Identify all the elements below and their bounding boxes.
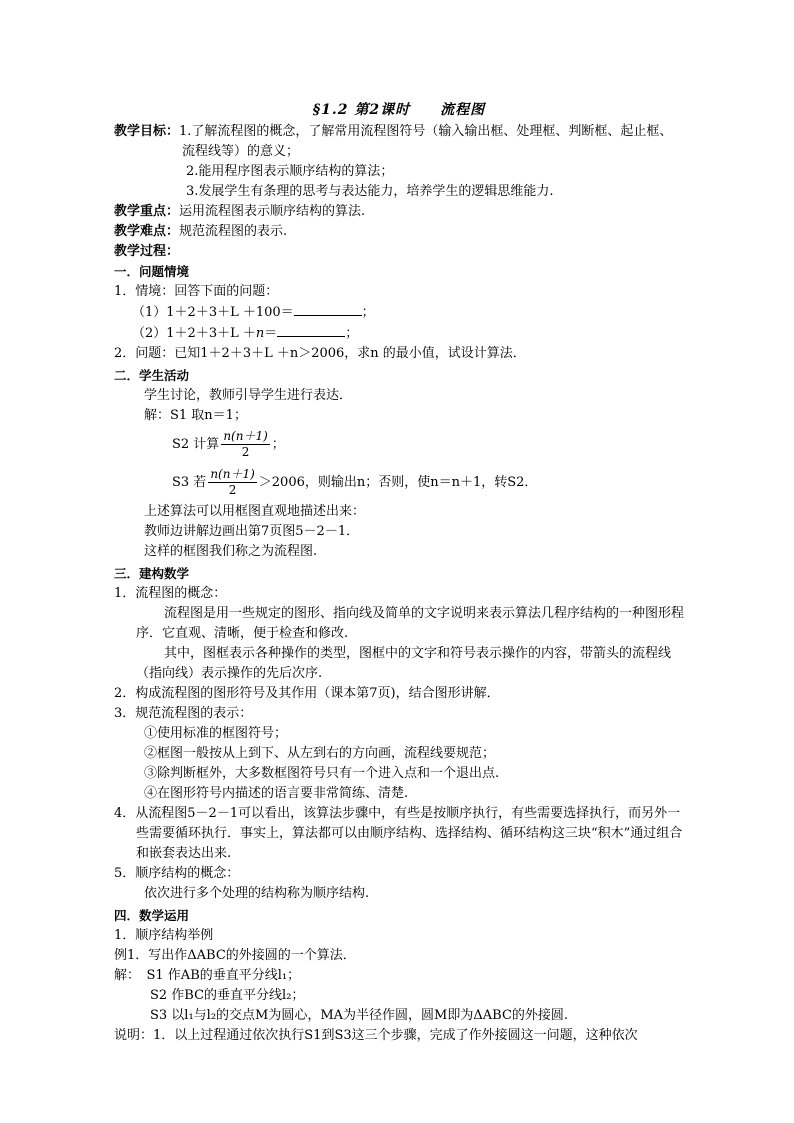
answer-blank-2 bbox=[277, 323, 345, 337]
s2-step-3: S3 若 $\frac{n(n+1)}{2}$ ＞2006，则输出n；否则，使n＝n＋1，转S2． bbox=[172, 467, 538, 497]
s1-line-1: 1．情境：回答下面的问题： bbox=[114, 284, 279, 299]
difficulty-text: 规范流程图的表示. bbox=[179, 224, 288, 239]
difficulty-label: 教学难点： bbox=[114, 224, 180, 239]
s2-line-1: 学生讨论，教师引导学生进行表达． bbox=[144, 388, 353, 403]
s3-point-1: 1．流程图的概念： bbox=[114, 586, 227, 601]
s1-problem: 2．问题：已知1＋2＋3＋L ＋n＞2006，求n 的最小值，试设计算法． bbox=[114, 346, 526, 361]
key-label: 教学重点： bbox=[114, 204, 180, 219]
section-3-heading: 三．建构数学 bbox=[114, 566, 190, 581]
goal-3: 3.发展学生有条理的思考与表达能力，培养学生的逻辑思维能力. bbox=[186, 184, 554, 199]
s2-step-2: S2 计算 $\frac{n(n+1)}{2}$ ； bbox=[172, 429, 285, 459]
s2-line-7: 这样的框图我们称之为流程图. bbox=[144, 544, 318, 559]
s4-line-1: 1．顺序结构举例 bbox=[114, 928, 214, 943]
s4-note: 说明：1．以上过程通过依次执行S1到S3这三个步骤，完成了作外接圆这一问题，这种依次 bbox=[114, 1028, 638, 1043]
s3-point-3: 3．规范流程图的表示： bbox=[114, 706, 253, 721]
s3-point-4: 4．从流程图5－2－1可以看出，该算法步骤中，有些是按顺序执行，有些需要选择执行，而另外一些需要循环执行．事实上，算法都可以由顺序结构、选择结构、循环结构这三块“积木”通过组合和嵌套表达出来. bbox=[114, 806, 683, 861]
page-title: §1.2 第2课时 流程图 bbox=[312, 102, 486, 118]
section-4-heading: 四．数学运用 bbox=[114, 908, 190, 923]
goals-label: 教学目标： bbox=[114, 124, 180, 139]
s2-line-6: 教师边讲解边画出第7页图5－2－1． bbox=[144, 524, 360, 539]
section-1-heading: 一．问题情境 bbox=[114, 264, 190, 279]
s1-question-1: （1）1＋2＋3＋L ＋100＝ ； bbox=[114, 302, 684, 323]
key-text: 运用流程图表示顺序结构的算法. bbox=[179, 204, 366, 219]
s4-solution-step-3: S3 以l₁与l₂的交点M为圆心，MA为半径作圆，圆M即为ΔABC的外接圆. bbox=[150, 1008, 569, 1023]
s1-question-2: （2）1＋2＋3＋L ＋n＝ ； bbox=[114, 323, 684, 344]
goal-1: 1.了解流程图的概念，了解常用流程图符号（输入输出框、处理框、判断框、起止框、流程线等）的意义； bbox=[179, 124, 673, 159]
s2-line-5: 上述算法可以用框图直观地描述出来： bbox=[144, 504, 366, 519]
s2-step-1: 解：S1 取n＝1； bbox=[144, 408, 247, 423]
s4-solution-step-2: S2 作BC的垂直平分线l₂； bbox=[150, 988, 305, 1003]
process-label: 教学过程： bbox=[114, 244, 180, 259]
teaching-goals bbox=[114, 122, 684, 162]
s3-point-5a: 依次进行多个处理的结构称为顺序结构. bbox=[144, 886, 370, 901]
fraction-2: $\frac{n(n+1)}{2}$ bbox=[210, 467, 255, 497]
s3-rule-3: ③除判断框外，大多数框图符号只有一个进入点和一个退出点. bbox=[144, 766, 500, 781]
s3-rule-1: ①使用标准的框图符号； bbox=[144, 726, 288, 741]
s3-rule-2: ②框图一般按从上到下、从左到右的方向画，流程线要规范； bbox=[144, 746, 496, 761]
s3-point-5: 5．顺序结构的概念： bbox=[114, 866, 240, 881]
s3-rule-4: ④在图形符号内描述的语言要非常简练、清楚. bbox=[144, 786, 409, 801]
s3-point-1b: 其中，图框表示各种操作的类型，图框中的文字和符号表示操作的内容，带箭头的流程线（指向线）表示操作的先后次序. bbox=[136, 646, 672, 681]
document-page bbox=[114, 100, 684, 1046]
s4-solution-step-1: 解： S1 作AB的垂直平分线l₁； bbox=[114, 968, 301, 983]
s4-example-1: 例1．写出作ΔABC的外接圆的一个算法． bbox=[114, 948, 356, 963]
fraction-1: $\frac{n(n+1)}{2}$ bbox=[223, 429, 268, 459]
section-2-heading: 二．学生活动 bbox=[114, 368, 190, 383]
s3-point-2: 2．构成流程图的图形符号及其作用（课本第7页)，结合图形讲解． bbox=[114, 686, 500, 701]
s3-point-1a: 流程图是用一些规定的图形、指向线及简单的文字说明来表示算法几程序结构的一种图形程序．它直观、清晰，便于检查和修改. bbox=[136, 606, 685, 641]
goal-2: 2.能用程序图表示顺序结构的算法； bbox=[186, 164, 394, 179]
answer-blank-1 bbox=[294, 302, 362, 316]
